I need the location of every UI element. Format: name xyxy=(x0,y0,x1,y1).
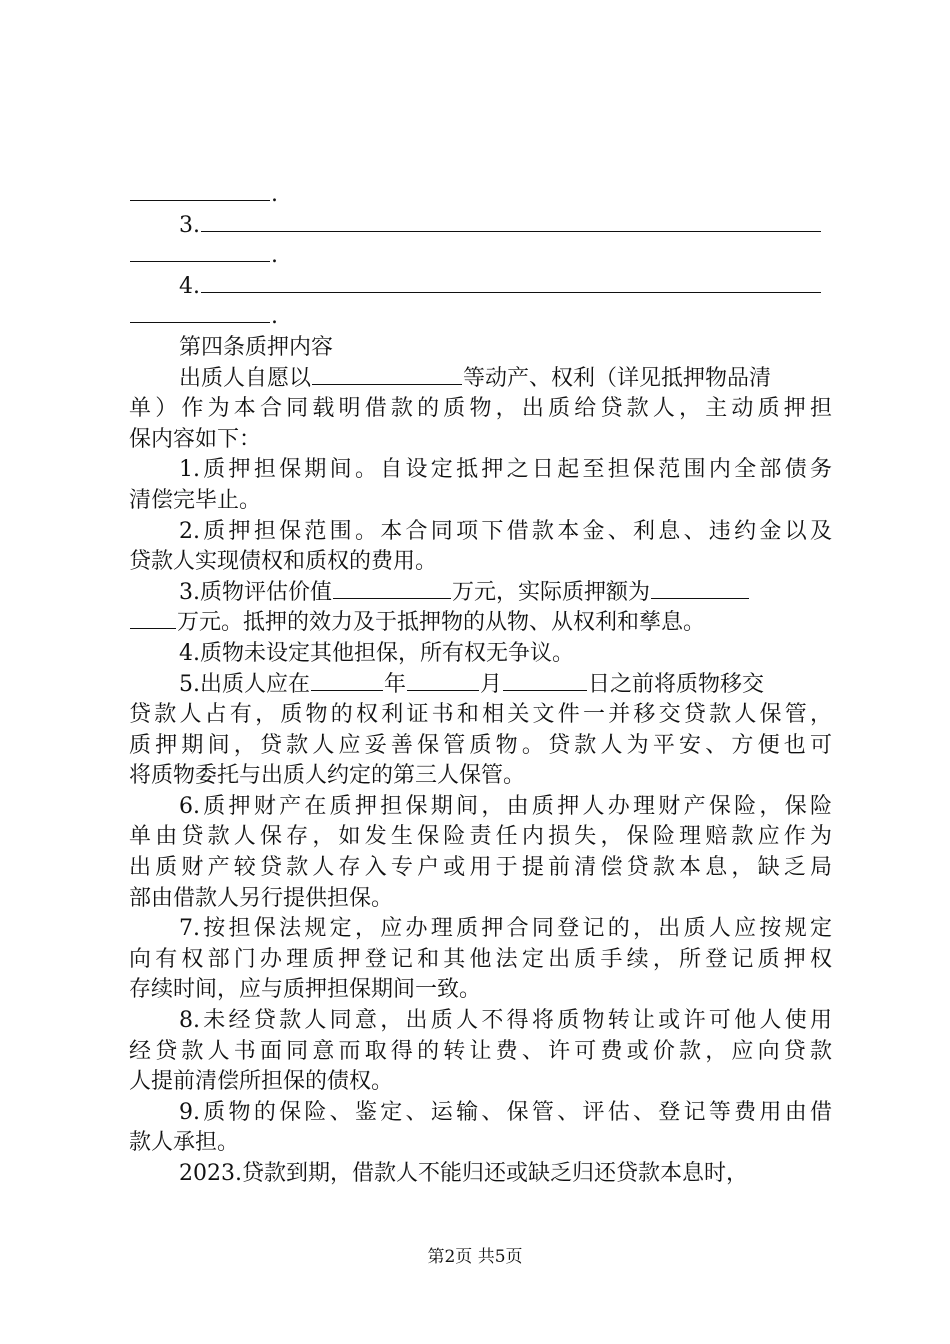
text-line: 贷款人占有，质物的权利证书和相关文件一并移交贷款人保管， xyxy=(129,702,832,728)
fill-blank xyxy=(130,260,270,262)
text-line: 存续时间，应与质押担保期间一致。 xyxy=(129,977,482,1003)
line-text: 月 xyxy=(480,671,503,697)
page-footer: 第2页 共5页 xyxy=(427,1247,523,1267)
text-line: 经贷款人书面同意而取得的转让费、许可费或价款，应向贷款 xyxy=(129,1038,832,1064)
text-line: 1.质押担保期间。自设定抵押之日起至担保范围内全部债务 xyxy=(179,457,832,483)
line-text: 5.出质人应在 xyxy=(179,671,310,697)
text-line: 8.未经贷款人同意，出质人不得将质物转让或许可他人使用 xyxy=(179,1008,832,1034)
text-line: 4.质物未设定其他担保，所有权无争议。 xyxy=(179,640,574,666)
text-line: 7.按担保法规定，应办理质押合同登记的，出质人应按规定 xyxy=(179,916,832,942)
text-line: 9.质物的保险、鉴定、运输、保管、评估、登记等费用由借 xyxy=(179,1099,832,1125)
fill-blank xyxy=(503,689,587,691)
text-line: 出质财产较贷款人存入专户或用于提前清偿贷款本息，缺乏局 xyxy=(129,855,832,881)
text-line xyxy=(129,670,832,701)
fill-blank xyxy=(407,689,479,691)
text-line: 将质物委托与出质人约定的第三人保管。 xyxy=(129,763,526,789)
text-line: 款人承担。 xyxy=(129,1130,240,1156)
text-line xyxy=(129,180,832,211)
text-line: 2023.贷款到期，借款人不能归还或缺乏归还贷款本息时， xyxy=(179,1161,748,1186)
fill-blank xyxy=(130,321,270,323)
text-line xyxy=(129,364,832,395)
text-line: 人提前清偿所担保的债权。 xyxy=(129,1069,394,1095)
text-line: 质押期间，贷款人应妥善保管质物。贷款人为平安、方便也可 xyxy=(129,732,832,758)
text-line: 部由借款人另行提供担保。 xyxy=(129,885,394,911)
line-text: 万元。抵押的效力及于抵押物的从物、从权利和孳息。 xyxy=(177,610,706,636)
text-line xyxy=(129,211,832,242)
text-line: 2.质押担保范围。本合同项下借款本金、利息、违约金以及 xyxy=(179,518,832,544)
text-line xyxy=(129,302,832,333)
fill-blank xyxy=(312,383,462,385)
text-line: 6.质押财产在质押担保期间，由质押人办理财产保险，保险 xyxy=(179,793,832,819)
text-line xyxy=(129,608,832,639)
line-text: 日之前将质物移交 xyxy=(588,671,765,697)
text-line xyxy=(129,241,832,272)
line-text: . xyxy=(271,182,278,207)
item-number: 4. xyxy=(179,273,200,299)
fill-blank xyxy=(130,199,270,201)
line-text: 出质人自愿以 xyxy=(179,365,312,391)
line-text: . xyxy=(271,304,278,330)
fill-blank xyxy=(201,291,821,293)
fill-blank xyxy=(201,230,821,232)
text-line: 清偿完毕止。 xyxy=(129,487,262,513)
fill-blank xyxy=(130,627,176,629)
line-text: 等动产、权利（详见抵押物品清 xyxy=(463,365,772,391)
document-body xyxy=(129,180,832,1190)
text-line: 贷款人实现债权和质权的费用。 xyxy=(129,549,438,575)
text-line xyxy=(129,578,832,609)
text-line xyxy=(129,272,832,303)
line-text: 万元，实际质押额为 xyxy=(452,579,651,605)
fill-blank xyxy=(651,597,749,599)
item-number: 3. xyxy=(179,212,200,238)
text-line: 保内容如下： xyxy=(129,426,262,452)
text-line: 向有权部门办理质押登记和其他法定出质手续，所登记质押权 xyxy=(129,946,832,972)
line-text: 年 xyxy=(384,671,407,697)
fill-blank xyxy=(311,689,383,691)
fill-blank xyxy=(333,597,451,599)
text-line: 单由贷款人保存，如发生保险责任内损失，保险理赔款应作为 xyxy=(129,824,832,850)
line-text: . xyxy=(271,243,278,269)
text-line: 单）作为本合同载明借款的质物，出质给贷款人，主动质押担 xyxy=(129,396,832,422)
section-heading: 第四条质押内容 xyxy=(179,334,334,360)
line-text: 3.质物评估价值 xyxy=(179,579,332,605)
